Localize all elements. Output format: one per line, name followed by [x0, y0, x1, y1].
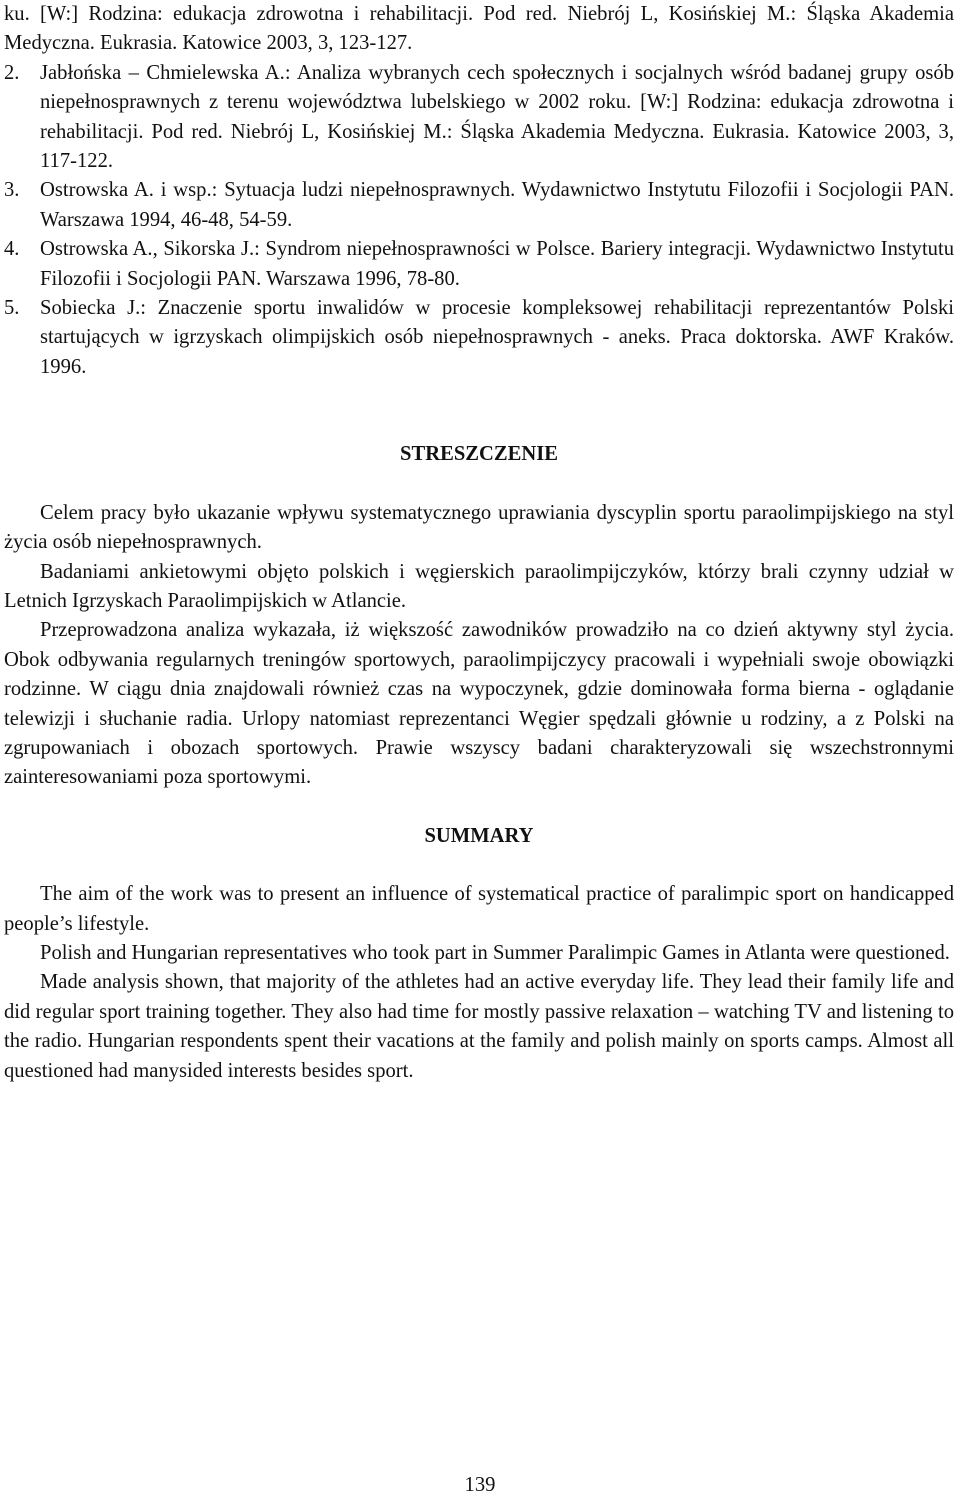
streszczenie-heading: STRESZCZENIE [400, 443, 558, 466]
summary-heading: SUMMARY [424, 824, 534, 847]
summary-paragraph: Made analysis shown, that majority of the athletes had an active everyday life. They lead their family life and did regular sport training together. They also had time for mostly passive relaxation – watching TV and listening to the radio. Hungarian respondents spent their vacations at the family and polish mainly on sports camps. Almost all questioned had manysided interests besides sport. [4, 971, 954, 1082]
reference-item [4, 235, 954, 294]
summary-paragraph: Polish and Hungarian representatives who took part in Summer Paralimpic Games in Atlanta were questioned. [40, 941, 950, 964]
reference-continuation: ku. [W:] Rodzina: edukacja zdrowotna i rehabilitacji. Pod red. Niebrój L, Kosińskiej M.: Śląska Akademia Medyczna. Eukrasia. Katowice 2003, 3, 123-127. [4, 3, 954, 55]
reference-number: 3. [4, 179, 20, 202]
reference-text: Ostrowska A. i wsp.: Sytuacja ludzi niepełnosprawnych. Wydawnictwo Instytutu Filozofii i Socjologii PAN. Warszawa 1994, 46-48, 54-59. [40, 179, 954, 231]
reference-item [4, 294, 954, 382]
reference-text: Sobiecka J.: Znaczenie sportu inwalidów w procesie kompleksowej rehabilitacji reprezentantów Polski startujących w igrzyskach olimpijskich osób niepełnosprawnych - aneks. Praca doktorska. AWF Kraków. 1996. [40, 297, 954, 378]
reference-item [4, 59, 954, 177]
reference-number: 2. [4, 61, 20, 84]
streszczenie-paragraph: Badaniami ankietowymi objęto polskich i węgierskich paraolimpijczyków, którzy brali czynny udział w Letnich Igrzyskach Paraolimpijskich w Atlancie. [4, 560, 954, 612]
page-number: 139 [464, 1474, 496, 1496]
page-content [4, 0, 954, 1086]
streszczenie-paragraph: Celem pracy było ukazanie wpływu systematycznego uprawiania dyscyplin sportu paraolimpijskiego na styl życia osób niepełnosprawnych. [4, 501, 954, 554]
reference-text: Ostrowska A., Sikorska J.: Syndrom niepełnosprawności w Polsce. Bariery integracji. Wydawnictwo Instytutu Filozofii i Socjologii PAN. Warszawa 1996, 78-80. [40, 238, 954, 290]
reference-number: 4. [4, 238, 20, 261]
references-list [4, 0, 954, 382]
reference-number: 5. [4, 297, 20, 320]
streszczenie-paragraph: Przeprowadzona analiza wykazała, iż większość zawodników prowadziło na co dzień aktywny styl życia. Obok odbywania regularnych treningów sportowych, paraolimpijczycy pracowali i wypełniali swoje obowiązki rodzinne. W ciągu dnia znajdowali również czas na wypoczynek, gdzie dominowała forma bierna - oglądanie telewizji i słuchanie radia. Urlopy natomiast reprezentanci Węgier spędzali głównie u rodziny, a z Polski na zgrupowaniach i obozach sportowych. Prawie wszyscy badani charakteryzowali się wszechstronnymi zainteresowaniami poza sportowymi. [4, 619, 954, 789]
summary-paragraph: The aim of the work was to present an influence of systematical practice of paralimpic sport on handicapped people’s lifestyle. [4, 883, 954, 935]
reference-item [4, 176, 954, 235]
reference-text: Jabłońska – Chmielewska A.: Analiza wybranych cech społecznych i socjalnych wśród badanej grupy osób niepełnosprawnych z terenu województwa lubelskiego w 2002 roku. [W:] Rodzina: edukacja zdrowotna i rehabilitacji. Pod red. Niebrój L, Kosińskiej M.: Śląska Akademia Medyczna. Eukrasia. Katowice 2003, 3, 117-122. [40, 61, 954, 173]
